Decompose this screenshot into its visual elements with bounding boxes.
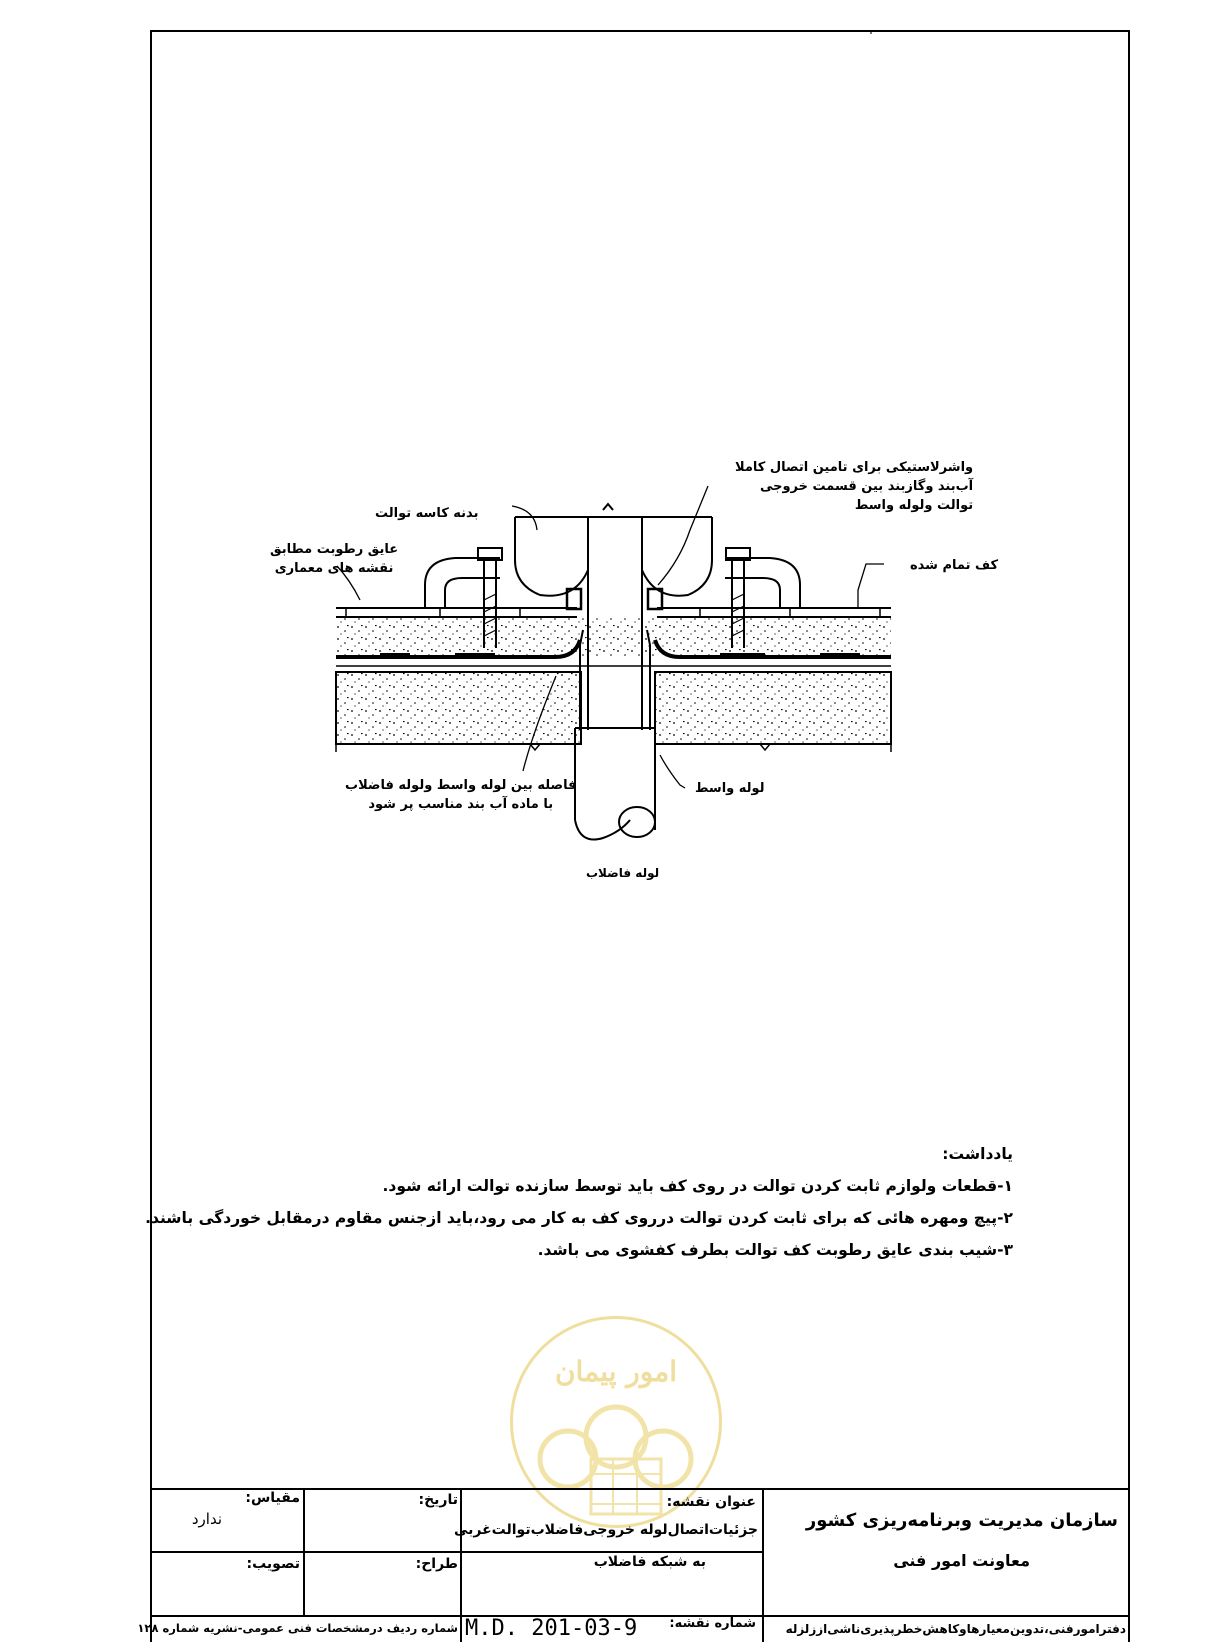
note-item-1: ۱-قطعات ولوازم ثابت کردن توالت در روی کف باید توسط سازنده توالت ارائه شود. xyxy=(382,1177,1013,1195)
scale-value: ندارد xyxy=(191,1510,222,1528)
label-finished-floor: کف تمام شده xyxy=(910,558,999,573)
notes-section xyxy=(113,1138,1013,1266)
label-washer-line1: واشرلاستیکی برای تامین اتصال کاملا xyxy=(735,460,974,475)
notes-heading: یادداشت: xyxy=(942,1145,1013,1163)
drawing-title-line2: به شبکه فاضلاب xyxy=(593,1554,706,1570)
label-gap-line1: فاصله بین لوله واسط ولوله فاضلاب xyxy=(345,778,577,793)
label-sewer-pipe: لوله فاضلاب xyxy=(586,866,660,880)
label-gap-filler xyxy=(345,776,576,814)
office-name: دفترامورفنی،تدوین‌معیارهاوکاهش‌خطرپذیری‌ناشی‌اززلزله xyxy=(785,1622,1126,1636)
date-label: تاریخ: xyxy=(418,1492,458,1508)
label-moisture-line1: عایق رطوبت مطابق xyxy=(270,542,399,557)
designer-label: طراح: xyxy=(415,1556,458,1572)
screed-layer xyxy=(336,617,891,657)
stamp-text: امور پیمان xyxy=(554,1355,678,1388)
spec-row-label: شماره ردیف درمشخصات فنی عمومی-نشریه شماره ۱۲۸ xyxy=(137,1621,458,1635)
label-toilet-body: بدنه کاسه توالت xyxy=(375,506,479,521)
label-gap-line2: با ماده آب بند مناسب پر شود xyxy=(368,797,554,812)
deputy-name: معاونت امور فنی xyxy=(893,1551,1030,1570)
title-block xyxy=(137,1488,1130,1642)
drawing-title-line1: جزئیات‌اتصال‌لوله خروجی‌فاضلاب‌توالت‌غربی xyxy=(453,1522,758,1538)
scale-label: مقیاس: xyxy=(245,1490,300,1506)
drawing-title-label: عنوان نقشه: xyxy=(666,1494,756,1510)
concrete-slab xyxy=(336,672,891,752)
org-name: سازمان مدیریت وبرنامه‌ریزی کشور xyxy=(805,1510,1118,1531)
label-washer xyxy=(735,458,973,515)
drawing-number-label: شماره نقشه: xyxy=(669,1616,756,1631)
label-moisture-line2: نقشه های معماری xyxy=(274,561,394,576)
sewer-pipe xyxy=(575,728,655,840)
finished-floor-tiles xyxy=(336,608,891,617)
label-moisture-barrier xyxy=(270,540,398,578)
note-item-3: ۳-شیب بندی عایق رطوبت کف توالت بطرف کفشوی می باشد. xyxy=(537,1241,1013,1259)
label-connector-pipe: لوله واسط xyxy=(695,781,765,796)
label-washer-line3: توالت ولوله واسط xyxy=(854,498,974,513)
approval-label: تصویب: xyxy=(246,1556,300,1572)
label-washer-line2: آب‌بند وگازبند بین قسمت خروجی xyxy=(759,479,974,494)
note-item-2: ۲-پیچ ومهره هائی که برای ثابت کردن توالت درروی کف به کار می رود،باید ازجنس مقاوم درمقابل خوردگی باشند. xyxy=(145,1209,1013,1227)
drawing-number: M.D. 201-03-9 xyxy=(465,1616,638,1641)
rubber-washers xyxy=(567,589,662,609)
